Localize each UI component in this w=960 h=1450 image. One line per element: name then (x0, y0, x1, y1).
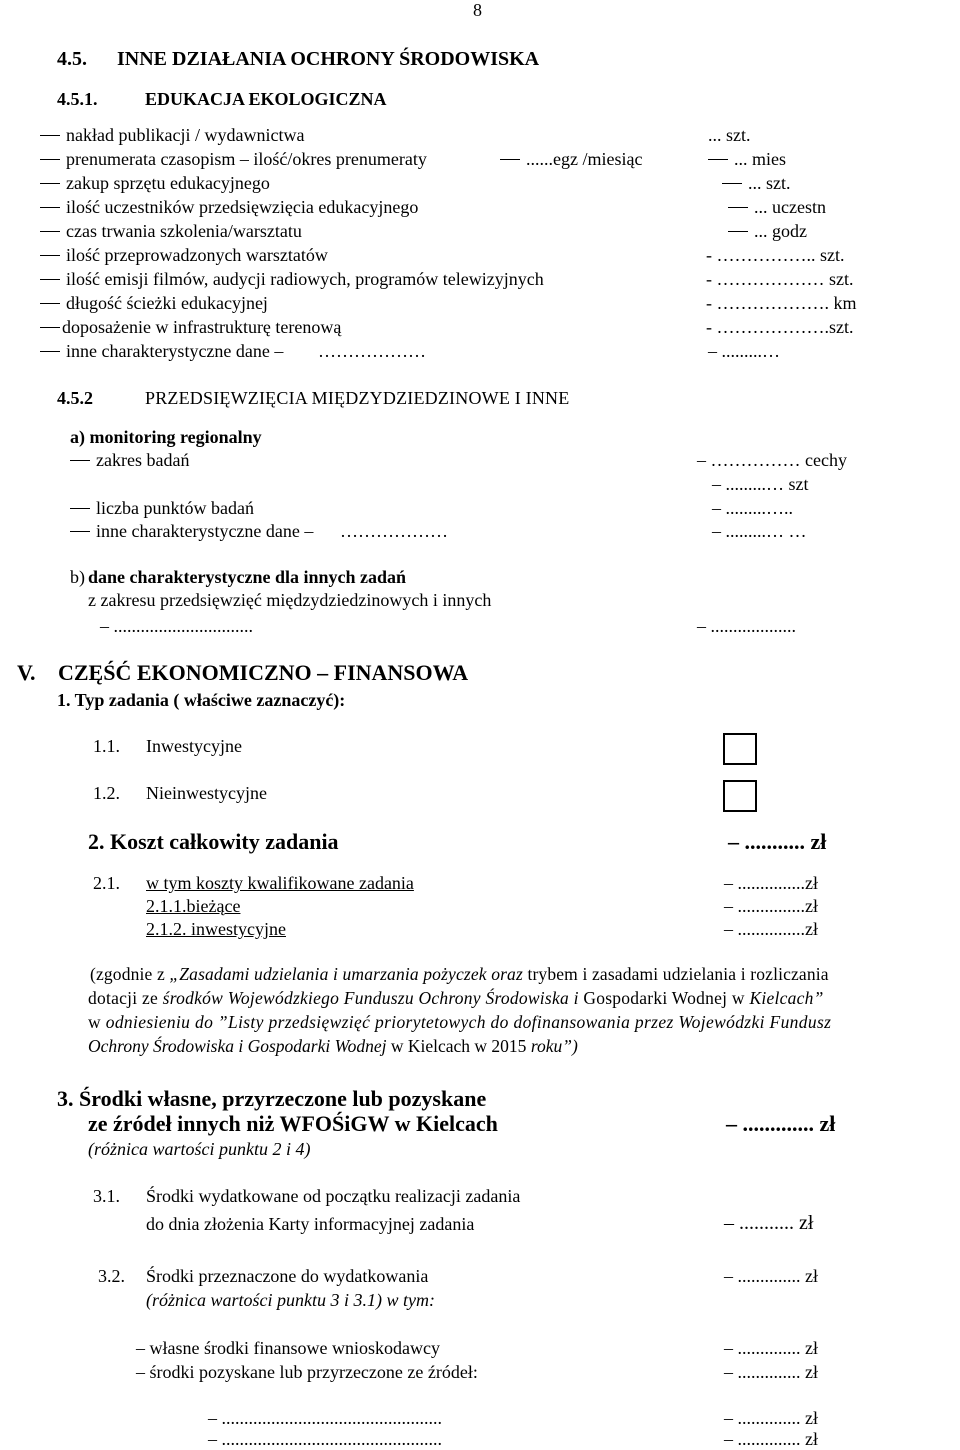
row-value[interactable]: - ……………… szt. (706, 269, 854, 289)
list-item (40, 125, 304, 146)
source-blank-2[interactable]: – ................................................. (208, 1429, 442, 1449)
row-label: prenumerata czasopism – ilość/okres prenumeraty (66, 149, 427, 169)
page-number: 8 (473, 0, 482, 20)
list-item (40, 245, 328, 266)
row-value-text: ... uczestn (754, 197, 826, 217)
own-resources-value[interactable]: – .............. zł (724, 1338, 818, 1358)
row-value[interactable]: – .........… (708, 341, 780, 361)
row-value[interactable]: - ………………. km (706, 293, 857, 313)
k21-label: w tym koszty kwalifikowane zadania (146, 873, 414, 893)
note-text: roku”) (530, 1036, 578, 1056)
row-label: doposażenie w infrastrukturę terenową (62, 317, 342, 337)
inne-text: inne charakterystyczne dane – (96, 521, 314, 541)
option-1-label: Inwestycyjne (146, 736, 242, 756)
note-text: w Kielcach w 2015 (386, 1036, 531, 1056)
section-v-title: CZĘŚĆ EKONOMICZNO – FINANSOWA (58, 660, 469, 685)
row-label: długość ścieżki edukacyjnej (66, 293, 268, 313)
row-label: czas trwania szkolenia/warsztatu (66, 221, 302, 241)
zakres-text: zakres badań (96, 450, 190, 470)
punkty-value[interactable]: – .........….. (712, 498, 793, 518)
note-text: „Zasadami udzielania i umarzania pożyczek oraz (169, 964, 523, 984)
row-label: ilość przeprowadzonych warsztatów (66, 245, 328, 265)
note-text: Ochrony Środowiska i Gospodarki Wodnej (88, 1036, 387, 1056)
note-text: środków Wojewódzkiego Funduszu Ochrony Środowiska i (162, 988, 579, 1008)
total-cost-label: 2. Koszt całkowity zadania (88, 829, 339, 854)
task-type-heading: 1. Typ zadania ( właściwe zaznaczyć): (57, 690, 346, 710)
row-value[interactable] (722, 173, 791, 194)
note-line-4 (88, 1036, 578, 1056)
b-letter: b) (70, 567, 85, 587)
note-text: odniesieniu do ”Listy przedsięwzięć priorytetowych do dofinansowania przez Wojewódzki Fundusz (105, 1012, 832, 1032)
source-blank-1-value[interactable]: – .............. zł (724, 1408, 818, 1428)
section-v-number: V. (17, 660, 36, 685)
option-2-label: Nieinwestycyjne (146, 783, 267, 803)
note-line-3 (88, 1012, 831, 1032)
note-text: dotacji ze (88, 988, 163, 1008)
row-mid-text: ......egz /miesiąc (526, 149, 643, 169)
other-sources-label: – środki pozyskane lub przyrzeczone ze źródeł: (136, 1362, 478, 1382)
row-value-text: ... mies (734, 149, 786, 169)
dash-bullet (40, 207, 60, 208)
own-funds-heading-1: 3. Środki własne, przyrzeczone lub pozyskane (57, 1086, 487, 1111)
k212-label: 2.1.2. inwestycyjne (146, 919, 286, 939)
dash-bullet (70, 460, 90, 461)
zakres-value[interactable]: – …………… cechy (697, 450, 847, 470)
p32-number: 3.2. (98, 1266, 125, 1286)
investment-checkbox[interactable] (723, 733, 757, 765)
list-item (40, 341, 283, 362)
k212-value[interactable]: – ...............zł (724, 919, 818, 939)
dash-bullet (40, 303, 60, 304)
row-value[interactable] (728, 221, 807, 242)
row-value-text: ... szt. (748, 173, 791, 193)
row-label: zakup sprzętu edukacyjnego (66, 173, 270, 193)
other-sources-value[interactable]: – .............. zł (724, 1362, 818, 1382)
p32-label: Środki przeznaczone do wydatkowania (146, 1266, 429, 1286)
option-2-number: 1.2. (93, 783, 120, 803)
dash-bullet (40, 231, 60, 232)
own-funds-heading-2: ze źródeł innych niż WFOŚiGW w Kielcach (88, 1111, 498, 1136)
note-text: trybem i zasadami udzielania i rozliczania (522, 964, 829, 984)
list-item (40, 197, 418, 218)
dash-bullet (728, 207, 748, 208)
row-mid-value[interactable] (500, 149, 642, 170)
source-blank-1[interactable]: – ................................................. (208, 1408, 442, 1428)
own-resources-label: – własne środki finansowe wnioskodawcy (136, 1338, 440, 1358)
p31-number: 3.1. (93, 1186, 120, 1206)
option-1-number: 1.1. (93, 736, 120, 756)
note-text: Kielcach” (749, 988, 824, 1008)
dash-bullet (40, 279, 60, 280)
row-mid-value[interactable]: ……………… (318, 341, 426, 361)
dash-bullet (40, 255, 60, 256)
own-funds-value[interactable]: – ............. zł (726, 1111, 836, 1136)
b-heading: dane charakterystyczne dla innych zadań (88, 567, 407, 587)
szt-value[interactable]: – .........… szt (712, 474, 809, 494)
note-text: (zgodnie z (90, 964, 170, 984)
b-right-value[interactable]: – ................... (697, 616, 796, 636)
punkty-label (70, 498, 254, 519)
dash-bullet (40, 183, 60, 184)
b-subheading: z zakresu przedsięwzięć międzydziedzinowych i innych (88, 590, 492, 610)
own-funds-note: (różnica wartości punktu 2 i 4) (88, 1139, 311, 1159)
row-value-text: ... godz (754, 221, 807, 241)
dash-bullet (722, 183, 742, 184)
dash-bullet (728, 231, 748, 232)
list-item (40, 149, 427, 170)
row-value[interactable] (728, 197, 826, 218)
note-text: w (88, 1012, 106, 1032)
list-item (40, 269, 544, 290)
dash-bullet (40, 135, 60, 136)
p32-note: (różnica wartości punktu 3 i 3.1) w tym: (146, 1290, 435, 1310)
note-line-2 (88, 988, 824, 1008)
note-line-1 (90, 964, 829, 984)
p31-value[interactable]: – ........... zł (724, 1212, 814, 1234)
row-label: nakład publikacji / wydawnictwa (66, 125, 305, 145)
inne-mid-value[interactable]: ……………… (340, 521, 448, 541)
section-4-5-2-number: 4.5.2 (57, 388, 93, 408)
row-value[interactable] (708, 149, 786, 170)
k21-number: 2.1. (93, 873, 120, 893)
row-label: ilość uczestników przedsięwzięcia edukacyjnego (66, 197, 419, 217)
p31-label-1: Środki wydatkowane od początku realizacji zadania (146, 1186, 521, 1206)
total-cost-value[interactable]: – ........... zł (728, 829, 827, 854)
source-blank-2-value[interactable]: – .............. zł (724, 1429, 818, 1449)
non-investment-checkbox[interactable] (723, 780, 757, 812)
row-label: inne charakterystyczne dane – (66, 341, 284, 361)
list-item (40, 317, 341, 338)
dash-bullet (40, 351, 60, 352)
b-left-value[interactable]: – ............................... (100, 616, 253, 636)
section-4-5-1-title: EDUKACJA EKOLOGICZNA (145, 89, 387, 109)
k21-value[interactable]: – ...............zł (724, 873, 818, 893)
p31-label-2: do dnia złożenia Karty informacyjnej zadania (146, 1214, 475, 1234)
dash-bullet (40, 159, 60, 160)
inne-label (70, 521, 313, 542)
row-label: ilość emisji filmów, audycji radiowych, programów telewizyjnych (66, 269, 544, 289)
list-item (40, 221, 302, 242)
p32-value[interactable]: – .............. zł (724, 1266, 818, 1286)
k211-value[interactable]: – ...............zł (724, 896, 818, 916)
dash-bullet (500, 159, 520, 160)
dash-bullet (70, 531, 90, 532)
note-text: Gospodarki Wodnej w (578, 988, 750, 1008)
dash-bullet (40, 327, 60, 328)
row-value[interactable]: - …………….. szt. (706, 245, 845, 265)
row-value[interactable]: ... szt. (708, 125, 751, 145)
list-item (40, 293, 268, 314)
section-4-5-1-number: 4.5.1. (57, 89, 98, 109)
inne-value[interactable]: – .........… … (712, 521, 807, 541)
dash-bullet (708, 159, 728, 160)
list-item (40, 173, 270, 194)
section-4-5-2-title: PRZEDSIĘWZIĘCIA MIĘDZYDZIEDZINOWE I INNE (145, 388, 570, 408)
row-value[interactable]: - ……………….szt. (706, 317, 854, 337)
section-4-5-title: INNE DZIAŁANIA OCHRONY ŚRODOWISKA (117, 48, 540, 70)
k211-label: 2.1.1.bieżące (146, 896, 241, 916)
punkty-text: liczba punktów badań (96, 498, 254, 518)
dash-bullet (70, 508, 90, 509)
zakres-label (70, 450, 189, 471)
monitoring-heading: a) monitoring regionalny (70, 427, 262, 447)
section-4-5-number: 4.5. (57, 48, 87, 70)
